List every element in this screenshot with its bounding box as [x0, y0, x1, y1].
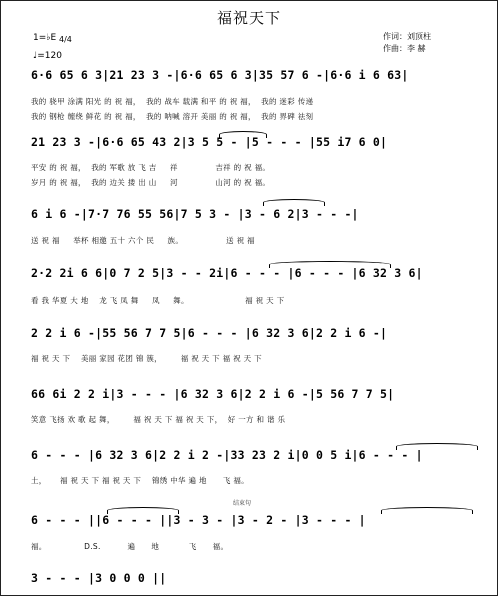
tempo-marking: ♩=120 — [33, 51, 62, 61]
lyric-row-3: 送 祝 福 举杯 相邀 五十 六个 民 族。 送 祝 福 — [31, 236, 255, 245]
lyric-row-5: 福 祝 天 下 美丽 家园 花团 锦 簇， 福 祝 天 下 福 祝 天 下 — [31, 354, 262, 363]
notation-row-4: 2·2 2i 6 6|0 7 2 5|3 - - 2i|6 - - - |6 - - - |6 32 3 6| — [31, 266, 423, 280]
time-signature: 4/4 — [59, 35, 72, 44]
key-signature: 1=♭E — [33, 33, 57, 43]
notation-row-8: 6 - - - ||6 - - - ||3 - 3 - |3 - 2 - |3 - - - | — [31, 513, 366, 527]
tie-slur — [381, 507, 473, 514]
lyric-row-6: 笑意 飞扬 欢 歌 起 舞， 福 祝 天 下 福 祝 天 下， 好 一方 和 谐 乐 — [31, 415, 286, 424]
lyric-row-1a: 我的 骁甲 涂满 阳光 的 祝 福， 我的 战车 载满 和平 的 祝 福， 我的 迷彩 传递 — [31, 97, 314, 106]
notation-row-7: 6 - - - |6 32 3 6|2 2 i 2 -|33 23 2 i|0 0 5 i|6 - - - | — [31, 448, 423, 462]
lyricist: 作词：刘顶柱 — [383, 32, 431, 41]
tie-slur — [263, 199, 325, 206]
composer: 作曲：李 赫 — [383, 44, 426, 53]
lyric-row-7: 土， 福 祝 天 下 福 祝 天 下 锦绣 中华 遍 地 飞 福。 — [31, 476, 249, 485]
lyric-row-1b: 我的 钢枪 缠绕 鲜花 的 祝 福， 我的 呐喊 溶开 美丽 的 祝 福， 我的 界碑 祛刻 — [31, 112, 314, 121]
tie-slur — [396, 443, 478, 450]
tie-slur — [269, 261, 391, 268]
song-title: 福祝天下 — [216, 9, 281, 27]
notation-row-3: 6 i 6 -|7·7 76 55 56|7 5 3 - |3 - 6 2|3 - - -| — [31, 207, 359, 221]
lyric-row-8: 福。 D.S. 遍 地 飞 福。 — [31, 542, 229, 551]
notation-row-1: 6·6 65 6 3|21 23 3 -|6·6 65 6 3|35 57 6 -|6·6 i 6 63| — [31, 68, 409, 82]
lyric-row-2a: 平安 的 祝 福， 我的 军歌 放 飞 吉 祥 吉祥 的 祝 福。 — [31, 163, 271, 172]
notation-row-2: 21 23 3 -|6·6 65 43 2|3 5 5 - |5 - - - |55 i7 6 0| — [31, 135, 388, 149]
credits — [383, 31, 431, 55]
key-meter-tempo — [33, 33, 72, 62]
notation-row-6: 66 6i 2 2 i|3 - - - |6 32 3 6|2 2 i 6 -|5 56 7 7 5| — [31, 387, 395, 401]
lyric-row-4: 看 我 华夏 大 地 龙 飞 凤 舞 凤 舞。 福 祝 天 下 — [31, 296, 285, 305]
notation-row-5: 2 2 i 6 -|55 56 7 7 5|6 - - - |6 32 3 6|2 2 i 6 -| — [31, 326, 388, 340]
tie-slur — [107, 507, 179, 514]
ending-mark: 结束句 — [233, 500, 252, 507]
tie-slur — [219, 131, 267, 138]
lyric-row-2b: 岁月 的 祝 福， 我的 边关 搂 出 山 河 山河 的 祝 福。 — [31, 178, 271, 187]
notation-row-9: 3 - - - |3 0 0 0 || — [31, 571, 167, 585]
